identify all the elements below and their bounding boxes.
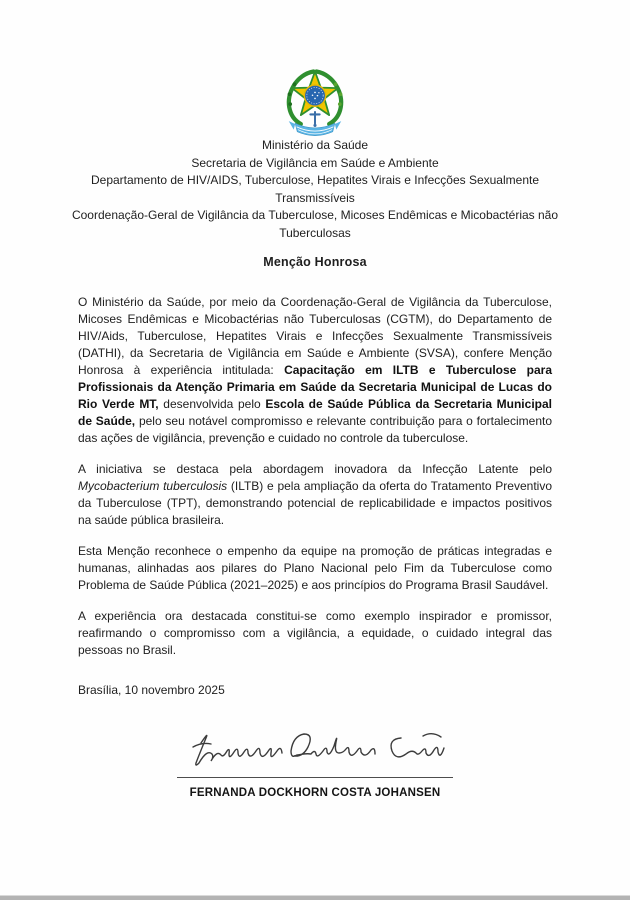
brazil-coat-of-arms-icon <box>279 63 351 141</box>
signature-block <box>175 723 455 799</box>
species-name: Mycobacterium tuberculosis <box>78 479 228 493</box>
letterhead <box>0 137 630 242</box>
signature-handwriting <box>185 723 445 775</box>
place-and-date: Brasília, 10 novembro 2025 <box>78 683 225 697</box>
scan-bottom-edge <box>0 895 630 900</box>
paragraph-initiative-closing: (ILTB) e pela ampliação da oferta do Tratamento Preventivo da Tuberculose (TPT), demonstrando potencial de replicabilidade e impactos positivos na saúde pública brasileira. <box>78 479 552 527</box>
paragraph-award-closing: pelo seu notável compromisso e relevante contribuição para o fortalecimento das ações de vigilância, prevenção e cuidado no controle da tuberculose. <box>78 414 552 445</box>
paragraph-award-text: O Ministério da Saúde, por meio da Coordenação-Geral de Vigilância da Tuberculose, Micoses Endêmicas e Micobactérias não Tuberculosas (CGTM), do Departamento de HIV/Aids, Tuberculose, Hepatites Virais e Infecções Sexualmente Transmissíveis (DATHI), da Secretaria de Vigilância em Saúde e Ambiente (SVSA), confere Menção Honrosa à experiência intitulada: <box>78 295 552 377</box>
signatory-name: FERNANDA DOCKHORN COSTA JOHANSEN <box>189 787 441 799</box>
paragraph-award-connector: desenvolvida pelo <box>158 397 266 411</box>
paragraph-initiative <box>78 461 552 529</box>
paragraph-initiative-text: A iniciativa se destaca pela abordagem inovadora da Infecção Latente pelo <box>78 462 552 476</box>
ministry-name: Ministério da Saúde <box>261 138 369 152</box>
paragraph-example: A experiência ora destacada constitui-se como exemplo inspirador e promissor, reafirmando o compromisso com a vigilância, a equidade, o cuidado integral das pessoas no Brasil. <box>78 609 552 657</box>
paragraph-award <box>78 294 552 447</box>
signature-line <box>177 777 453 778</box>
coordination-name: Coordenação-Geral de Vigilância da Tuberculose, Micoses Endêmicas e Micobactérias não Tuberculosas <box>71 208 559 240</box>
document-title: Menção Honrosa <box>263 255 367 269</box>
experience-title: Capacitação em ILTB e Tuberculose para Profissionais da Atenção Primaria em Saúde da Secretaria Municipal de Lucas do Rio Verde MT, <box>78 363 552 411</box>
developing-institution: Escola de Saúde Pública da Secretaria Municipal de Saúde, <box>78 397 552 428</box>
secretariat-name: Secretaria de Vigilância em Saúde e Ambiente <box>191 155 439 170</box>
paragraph-recognition: Esta Menção reconhece o empenho da equipe na promoção de práticas integradas e humanas, alinhadas aos pilares do Plano Nacional pelo Fim da Tuberculose como Problema de Saúde Pública (2021–2025) e aos princípios do Programa Brasil Saudável. <box>78 544 552 592</box>
document-body <box>78 294 552 799</box>
department-name: Departamento de HIV/AIDS, Tuberculose, Hepatites Virais e Infecções Sexualmente Transmissíveis <box>90 173 539 205</box>
